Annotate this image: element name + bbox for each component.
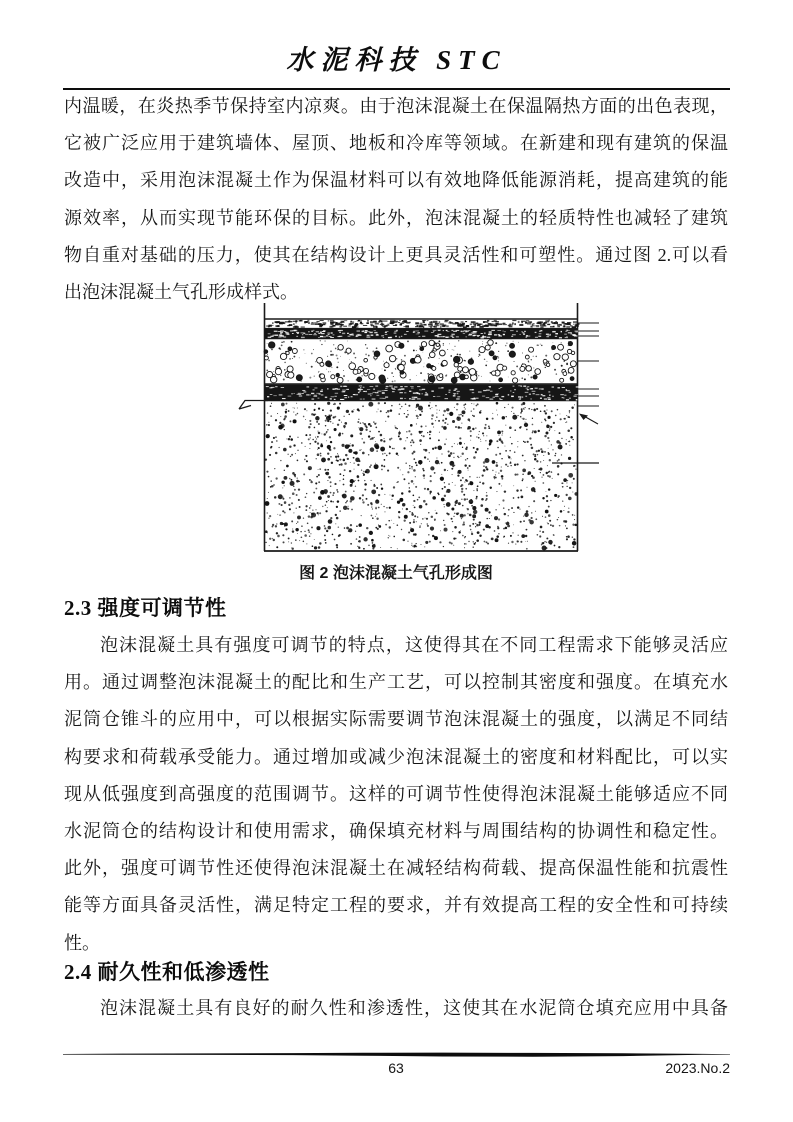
text-line: 此外，强度可调节性还使得泡沫混凝土在减轻结构荷载、提高保温性能和抗震性 xyxy=(64,858,728,879)
text-line: 现从低强度到高强度的范围调节。这样的可调节性使得泡沫混凝土能够适应不同 xyxy=(64,783,728,804)
issue-number: 2023.No.2 xyxy=(665,1060,730,1076)
text-line: 能等方面具备灵活性，满足特定工程的要求，并有效提高工程的安全性和可持续 xyxy=(64,895,728,916)
page-number: 63 xyxy=(388,1060,404,1076)
foam-concrete-cross-section-drawing xyxy=(238,303,600,555)
text-line: 物自重对基础的压力，使其在结构设计上更具灵活性和可塑性。通过图 2.可以看 xyxy=(64,244,728,265)
text-line: 水泥筒仓的结构设计和使用需求，确保填充材料与周围结构的协调性和稳定性。 xyxy=(64,820,728,841)
text-line: 泥筒仓锥斗的应用中，可以根据实际需要调节泡沫混凝土的强度，以满足不同结 xyxy=(64,709,728,730)
air-bubble-band xyxy=(264,340,576,384)
text-line: 改造中，采用泡沫混凝土作为保温材料可以有效地降低能源消耗，提高建筑的能 xyxy=(64,170,728,191)
gravel-strip-texture xyxy=(266,320,579,328)
text-line: 泡沫混凝土具有强度可调节的特点，这使得其在不同工程需求下能够灵活应 xyxy=(100,635,728,655)
dark-hatch-band-2 xyxy=(265,385,579,401)
dark-hatch-band-1 xyxy=(265,329,578,339)
journal-title: 水泥科技 STC xyxy=(286,45,507,75)
figure-2 xyxy=(238,303,600,555)
section-heading-2-4: 2.4 耐久性和低渗透性 xyxy=(64,960,270,984)
text-line: 用。通过调整泡沫混凝土的配比和生产工艺，可以控制其密度和强度。在填充水 xyxy=(64,672,728,693)
section-heading-2-3: 2.3 强度可调节性 xyxy=(64,596,227,620)
text-line: 性。 xyxy=(64,932,100,953)
footer-rule xyxy=(63,1052,730,1058)
section-2-3-paragraph xyxy=(64,627,728,962)
text-line: 它被广泛应用于建筑墙体、屋顶、地板和冷库等领域。在新建和现有建筑的保温 xyxy=(64,133,728,154)
pointer-arrow-head xyxy=(579,414,588,421)
figure-caption: 图 2 泡沫混凝土气孔形成图 xyxy=(299,565,493,582)
speckled-concrete-body xyxy=(265,402,579,551)
text-line: 源效率，从而实现节能环保的目标。此外，泡沫混凝土的轻质特性也减轻了建筑 xyxy=(64,207,728,228)
text-line: 泡沫混凝土具有良好的耐久性和渗透性，这使其在水泥筒仓填充应用中具备 xyxy=(100,998,728,1018)
section-2-4-paragraph xyxy=(64,990,728,1027)
intro-paragraph xyxy=(64,88,728,311)
text-line: 出泡沫混凝土气孔形成样式。 xyxy=(64,281,298,302)
text-line: 构要求和荷载承受能力。通过增加或减少泡沫混凝土的密度和材料配比，可以实 xyxy=(64,746,728,767)
text-line: 内温暖，在炎热季节保持室内凉爽。由于泡沫混凝土在保温隔热方面的出色表现， xyxy=(64,96,728,116)
